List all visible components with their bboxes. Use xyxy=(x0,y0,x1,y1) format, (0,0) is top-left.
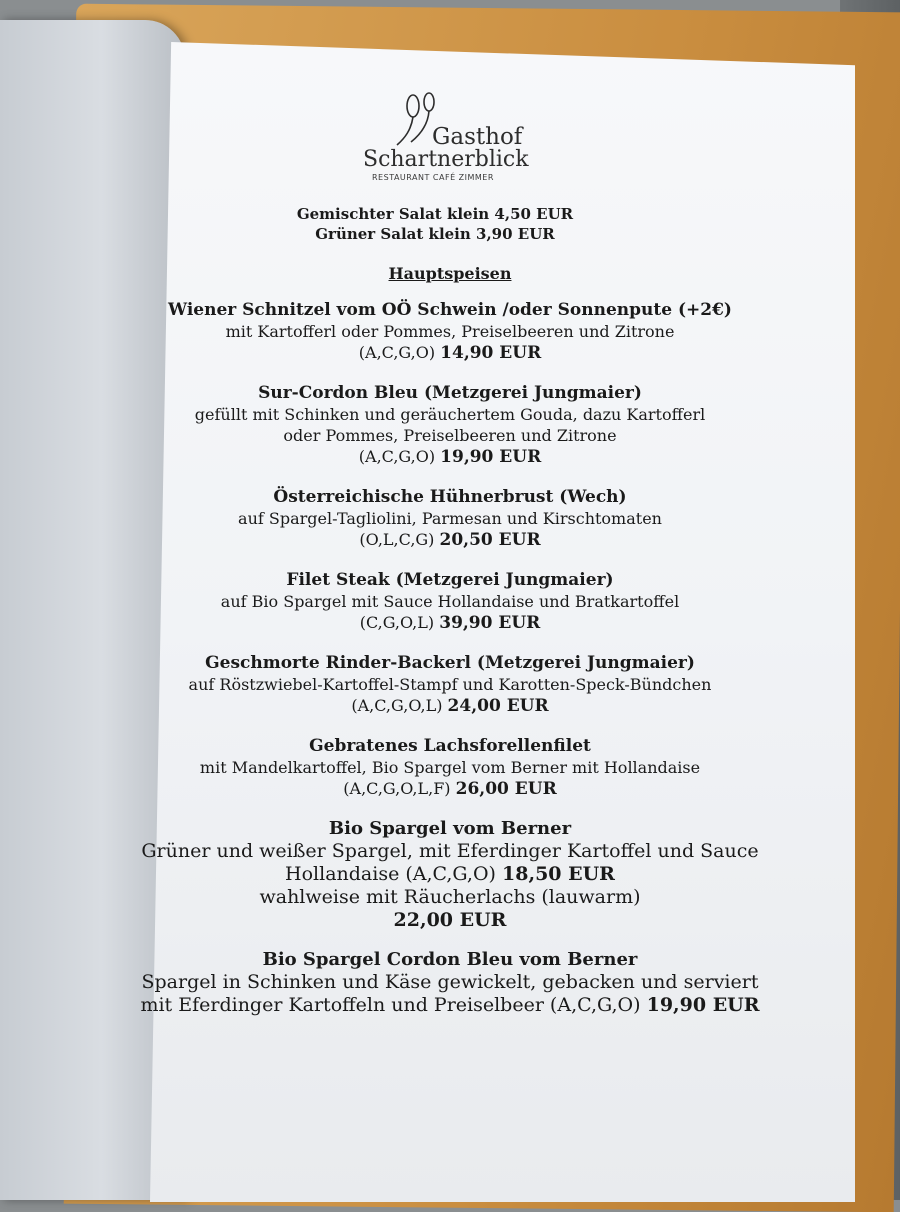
dish-price-line xyxy=(100,342,800,364)
section-title: Hauptspeisen xyxy=(388,264,512,283)
dish-item xyxy=(100,735,800,800)
dish-description: mit Kartofferl oder Pommes, Preiselbeeren und Zitrone xyxy=(225,322,675,341)
dish-allergens: (C,G,O,L) xyxy=(359,613,435,632)
logo-name-schartnerblick: Schartnerblick xyxy=(363,147,529,172)
dish-name: Gebratenes Lachsforellenfilet xyxy=(309,736,591,756)
dish-description: auf Röstzwiebel-Kartoffel-Stampf und Karotten-Speck-Bündchen xyxy=(188,675,712,694)
dish-name: Wiener Schnitzel vom OÖ Schwein /oder Sonnenpute (+2€) xyxy=(168,300,732,320)
dish-allergens: (O,L,C,G) xyxy=(359,530,435,549)
dish-price: 26,00 EUR xyxy=(455,779,557,799)
dish-description: Spargel in Schinken und Käse gewickelt, gebacken und serviert xyxy=(141,971,759,993)
dish-name: Bio Spargel Cordon Bleu vom Berner xyxy=(262,949,638,970)
dish-price: 19,90 EUR xyxy=(646,994,760,1016)
dish-price: 39,90 EUR xyxy=(439,613,541,633)
dish-name: Geschmorte Rinder-Backerl (Metzgerei Jungmaier) xyxy=(205,653,695,673)
dish-description: auf Spargel-Tagliolini, Parmesan und Kirschtomaten xyxy=(238,509,662,528)
restaurant-logo xyxy=(100,90,800,190)
dish-item xyxy=(100,652,800,717)
salad-item: Gemischter Salat klein 4,50 EUR xyxy=(296,205,574,223)
dish-price-line xyxy=(100,778,800,800)
dish-name: Filet Steak (Metzgerei Jungmaier) xyxy=(286,570,614,590)
dish-price: 14,90 EUR xyxy=(440,343,542,363)
dish-price: 20,50 EUR xyxy=(439,530,541,550)
dish-item xyxy=(100,949,800,1017)
dish-item xyxy=(100,486,800,551)
dish-extra-description: wahlweise mit Räucherlachs (lauwarm) xyxy=(259,886,641,908)
dish-description: auf Bio Spargel mit Sauce Hollandaise und Bratkartoffel xyxy=(220,592,680,611)
dish-price-prefix: Hollandaise (A,C,G,O) xyxy=(285,863,496,885)
dish-item xyxy=(100,299,800,364)
dish-description: oder Pommes, Preiselbeeren und Zitrone xyxy=(283,426,617,445)
logo-tagline: RESTAURANT CAFÉ ZIMMER xyxy=(372,173,494,182)
dish-name: Österreichische Hühnerbrust (Wech) xyxy=(273,487,627,507)
dish-allergens: (A,C,G,O) xyxy=(358,447,436,466)
dish-description: gefüllt mit Schinken und geräuchertem Gouda, dazu Kartofferl xyxy=(194,405,706,424)
dish-allergens: (A,C,G,O,L,F) xyxy=(343,779,451,798)
dish-name: Bio Spargel vom Berner xyxy=(328,818,572,839)
dish-price-line xyxy=(100,863,800,886)
dish-price: 18,50 EUR xyxy=(502,863,615,885)
salad-item: Grüner Salat klein 3,90 EUR xyxy=(315,225,555,243)
dish-price-line xyxy=(100,695,800,717)
logo-name-gasthof: Gasthof xyxy=(432,124,523,150)
dish-allergens: (A,C,G,O) xyxy=(358,343,436,362)
dish-description: Grüner und weißer Spargel, mit Eferdinger Kartoffel und Sauce xyxy=(141,840,759,862)
dish-price-line xyxy=(100,446,800,468)
dish-extra-price: 22,00 EUR xyxy=(393,909,507,931)
dish-price: 24,00 EUR xyxy=(447,696,549,716)
dish-item xyxy=(100,382,800,468)
dish-price-prefix: mit Eferdinger Kartoffeln und Preiselbeer (A,C,G,O) xyxy=(140,994,641,1016)
dish-name: Sur-Cordon Bleu (Metzgerei Jungmaier) xyxy=(258,383,642,403)
dish-allergens: (A,C,G,O,L) xyxy=(351,696,443,715)
dish-item xyxy=(100,569,800,634)
dish-price-line xyxy=(100,529,800,551)
dish-price: 19,90 EUR xyxy=(440,447,542,467)
menu-content xyxy=(100,90,800,1035)
dish-price-line xyxy=(100,994,800,1017)
dish-item xyxy=(100,818,800,931)
dish-price-line xyxy=(100,612,800,634)
dish-description: mit Mandelkartoffel, Bio Spargel vom Berner mit Hollandaise xyxy=(199,758,701,777)
